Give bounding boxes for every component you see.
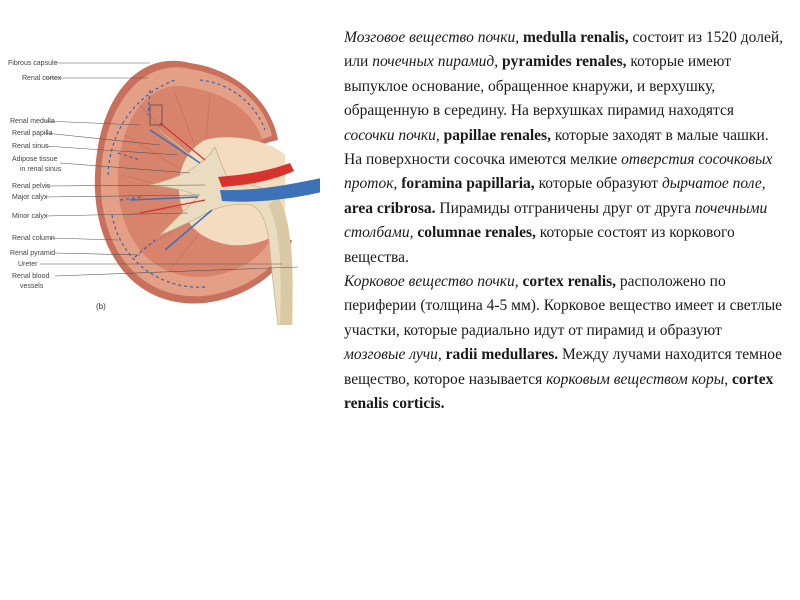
- term-foramina-lat: foramina papillaria,: [401, 175, 535, 193]
- paragraph-cortex: [344, 270, 784, 416]
- description-text: [344, 26, 784, 417]
- term-medulla-ru: Мозговое вещество почки,: [344, 29, 520, 46]
- label-major-calyx: Major calyx: [12, 194, 48, 201]
- term-cortex-corticis-lat: cortex renalis corticis.: [344, 370, 774, 413]
- term-pyramids-lat: pyramides renales,: [501, 53, 627, 71]
- text-run: состоит из 1520 долей, или: [344, 29, 784, 71]
- label-ureter: Ureter: [18, 261, 38, 268]
- term-area-ru: дырчатое поле,: [661, 175, 766, 193]
- term-pyramids-ru: почечных пирамид,: [372, 53, 499, 71]
- panel-label: (b): [96, 302, 106, 311]
- label-renal-pelvis: Renal pelvis: [12, 183, 51, 190]
- label-renal-cortex: Renal cortex: [22, 75, 62, 82]
- text-run: Пирамиды отграничены друг от друга: [439, 199, 692, 217]
- text-run: которые состоят из коркового вещества.: [344, 224, 735, 266]
- term-papillae-ru: сосочки почки,: [344, 126, 440, 144]
- term-foramina-ru: отверстия сосочковых проток,: [344, 151, 773, 193]
- term-rays-ru: мозговые лучи,: [344, 346, 442, 364]
- paragraph-medulla: [344, 26, 784, 270]
- term-medulla-lat: medulla renalis,: [522, 29, 629, 46]
- term-columns-lat: columnae renales,: [417, 224, 536, 242]
- text-run: которые образуют: [538, 175, 659, 193]
- label-minor-calyx: Minor calyx: [12, 213, 48, 220]
- term-cortex-ru: Корковое вещество почки,: [344, 273, 519, 291]
- label-renal-sinus: Renal sinus: [12, 143, 49, 150]
- label-renal-medulla: Renal medulla: [10, 118, 55, 125]
- text-run: которые заходят в малые чашки. На поверхности сосочка имеются мелкие: [344, 126, 769, 169]
- text-run: которые имеют выпуклое основание, обращенное кнаружи, и верхушку, обращенную в середину. На верхушках пирамид находятся: [344, 53, 735, 120]
- label-renal-pyramid: Renal pyramid: [10, 250, 56, 257]
- kidney-diagram: [0, 35, 320, 325]
- term-papillae-lat: papillae renales,: [443, 126, 551, 144]
- term-cortex-lat: cortex renalis,: [522, 273, 617, 291]
- label-renal-blood-vessels-line2: vessels: [20, 283, 44, 290]
- term-area-lat: area cribrosa.: [344, 199, 436, 217]
- text-run: Между лучами находится темное вещество, которое называется: [344, 346, 783, 388]
- label-renal-blood-vessels: Renal blood: [12, 273, 50, 280]
- label-adipose-tissue: Adipose tissue: [12, 156, 58, 163]
- text-run: расположено по периферии (толщина 4-5 мм). Корковое вещество имеет и светлые участки, которые радиально идут от пирамид и образуют: [344, 273, 783, 339]
- term-rays-lat: radii medullares.: [445, 346, 559, 364]
- label-fibrous-capsule: Fibrous capsule: [8, 60, 58, 67]
- label-renal-column: Renal column: [12, 235, 55, 242]
- term-cortex-corticis-ru: корковым веществом коры,: [546, 370, 729, 388]
- label-adipose-tissue-line2: in renal sinus: [20, 166, 62, 173]
- label-renal-papilla: Renal papilla: [12, 130, 53, 137]
- term-columns-ru: почечными столбами,: [344, 199, 768, 242]
